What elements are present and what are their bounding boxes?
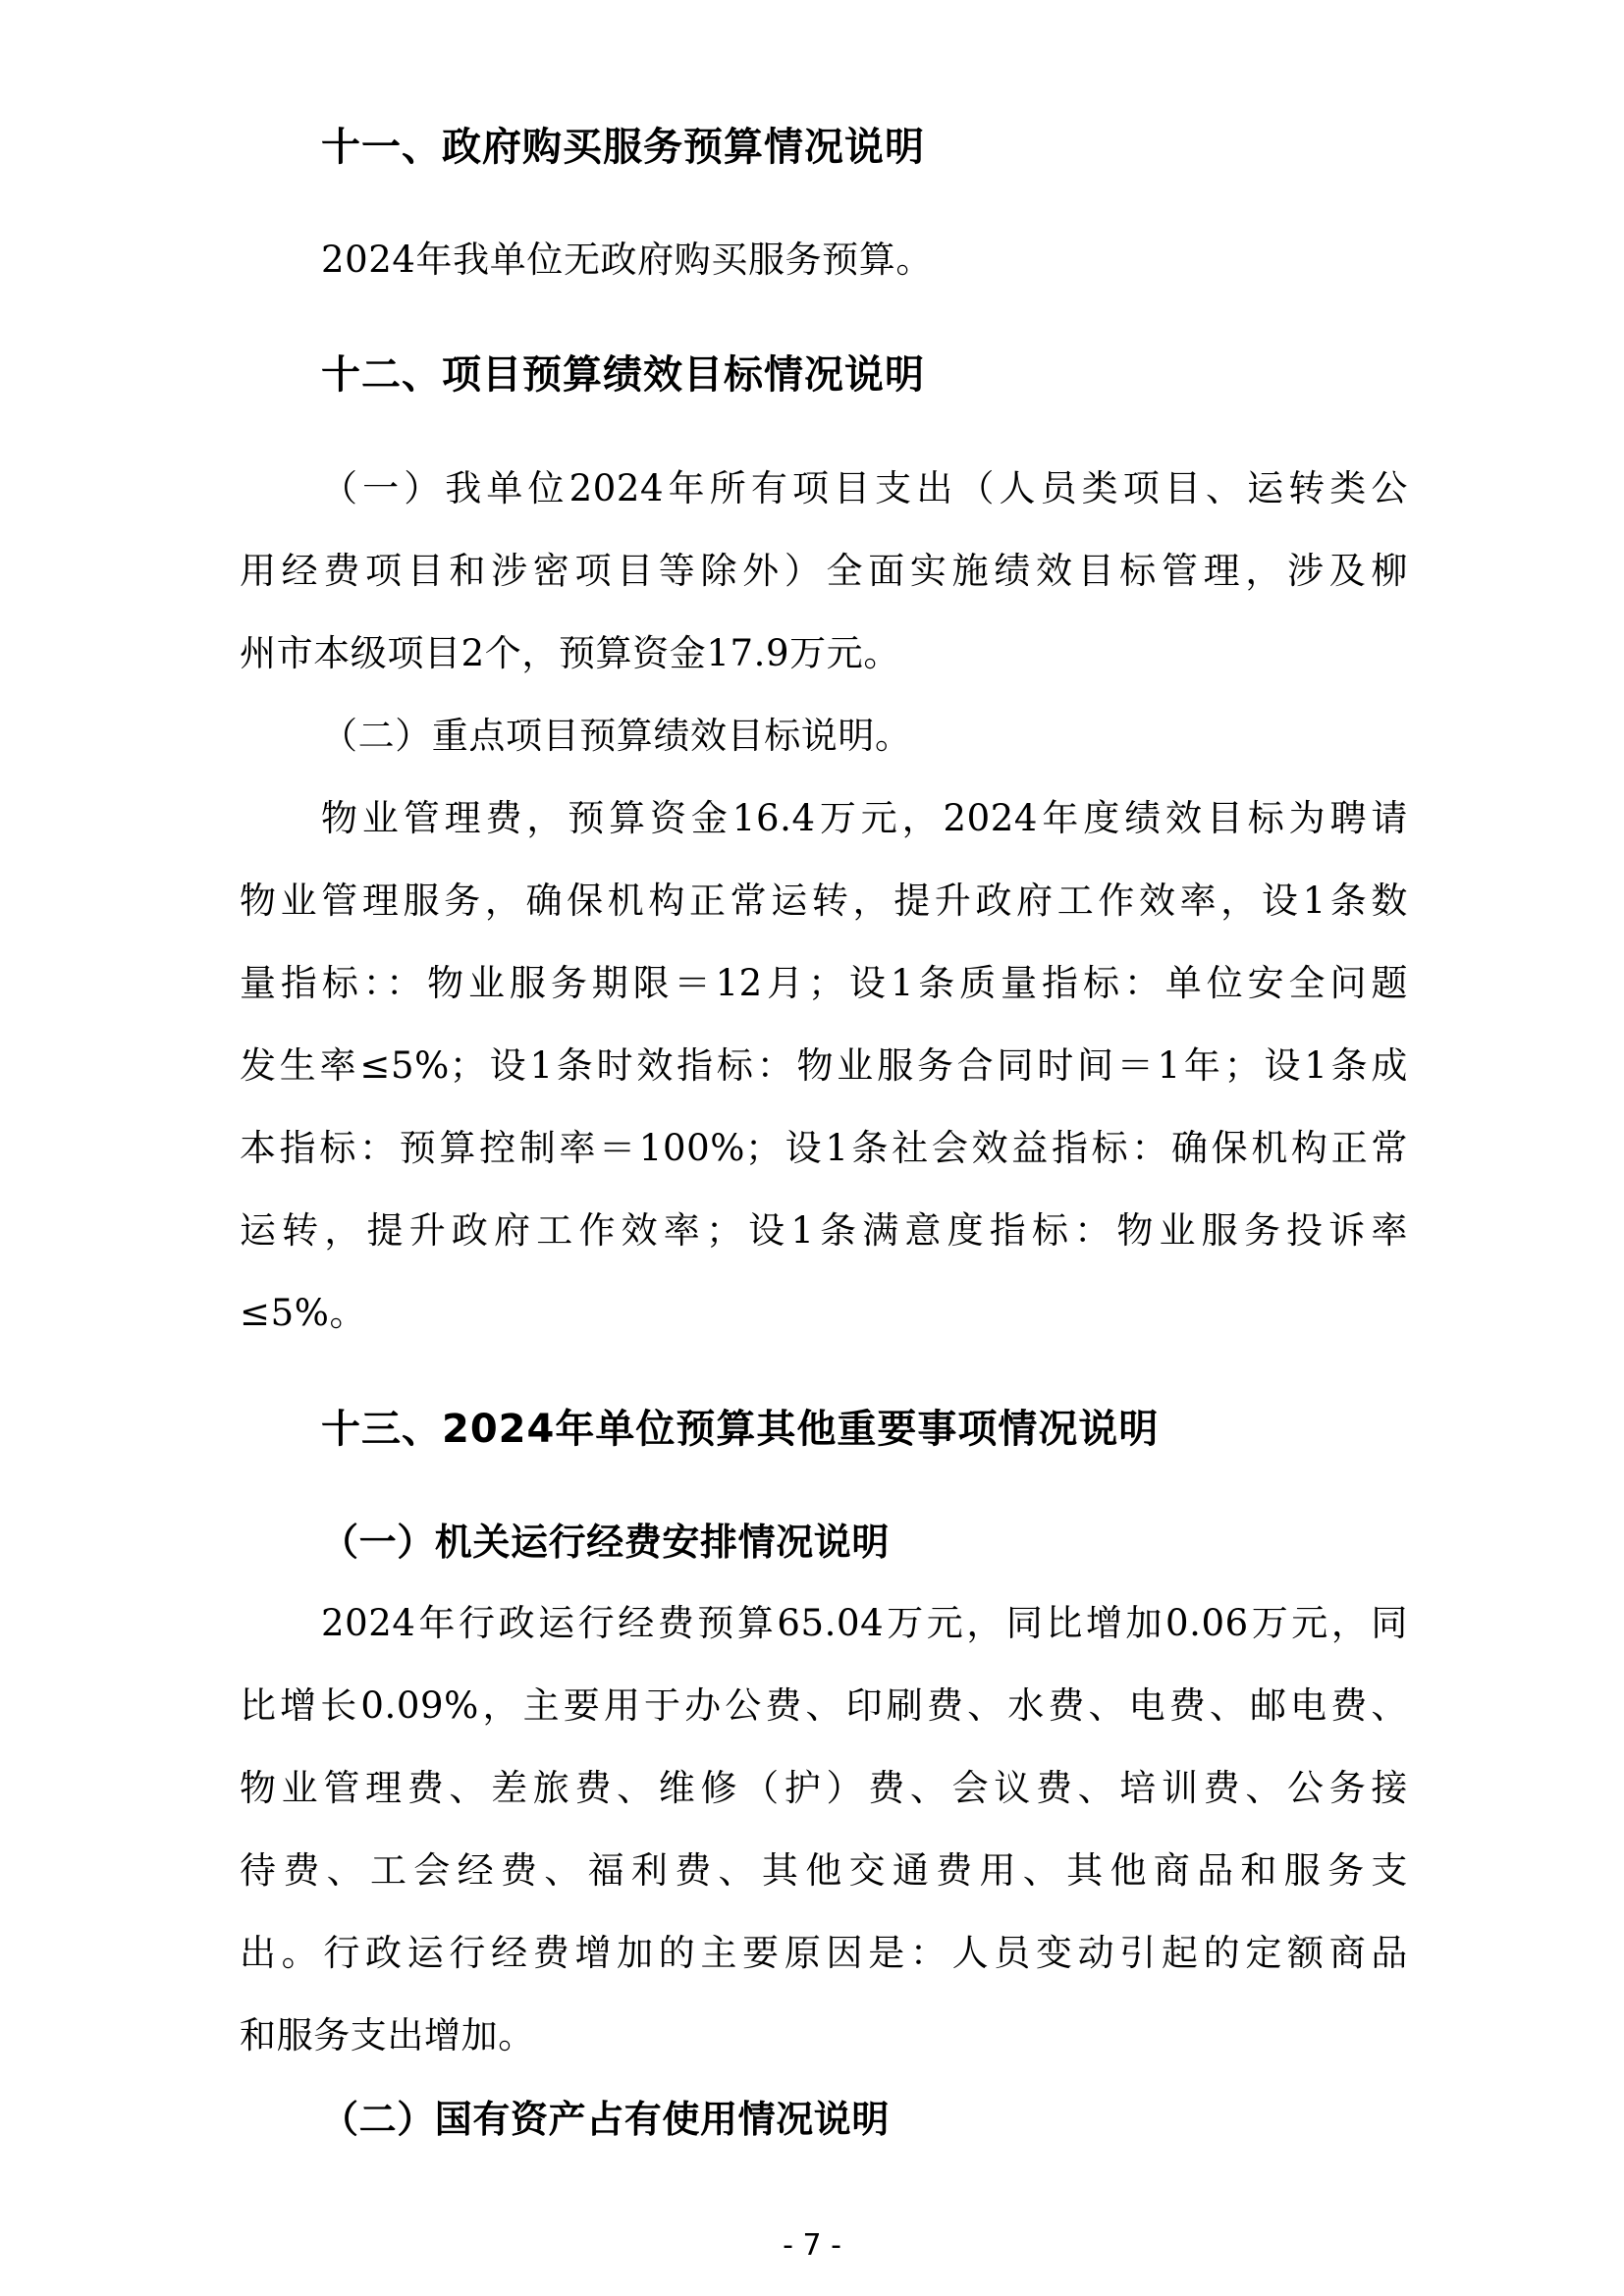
section-12-para3-line: 本指标：预算控制率＝100%；设1条社会效益指标：确保机构正常 <box>240 1127 1408 1169</box>
section-12-para3-line: 物业管理费，预算资金16.4万元，2024年度绩效目标为聘请 <box>321 797 1408 839</box>
section-12-para3-line: ≤5%。 <box>240 1292 367 1334</box>
section-12-para1-line: 州市本级项目2个，预算资金17.9万元。 <box>240 632 900 674</box>
section-13-sub1-line: 2024年行政运行经费预算65.04万元，同比增加0.06万元，同 <box>321 1602 1408 1644</box>
section-13-sub1-line: 比增长0.09%，主要用于办公费、印刷费、水费、电费、邮电费、 <box>240 1684 1408 1727</box>
section-12-para1-line: 用经费项目和涉密项目等除外）全面实施绩效目标管理，涉及柳 <box>240 550 1408 592</box>
section-11-heading: 十一、政府购买服务预算情况说明 <box>321 125 925 170</box>
section-11-body-line: 2024年我单位无政府购买服务预算。 <box>321 239 933 281</box>
section-12-para3-line: 运转，提升政府工作效率；设1条满意度指标：物业服务投诉率 <box>240 1209 1408 1252</box>
section-13-sub1-line: 和服务支出增加。 <box>240 2014 535 2056</box>
section-12-para2-line: （二）重点项目预算绩效目标说明。 <box>321 715 912 757</box>
section-12-para3-line: 量指标：：物业服务期限＝12月；设1条质量指标：单位安全问题 <box>240 962 1408 1004</box>
section-13-sub1-heading: （一）机关运行经费安排情况说明 <box>321 1521 891 1564</box>
section-13-sub1-line: 物业管理费、差旅费、维修（护）费、会议费、培训费、公务接 <box>240 1767 1408 1809</box>
section-13-sub1-line: 待费、工会经费、福利费、其他交通费用、其他商品和服务支 <box>240 1849 1408 1892</box>
section-13-heading: 十三、2024年单位预算其他重要事项情况说明 <box>321 1407 1160 1452</box>
section-12-para3-line: 物业管理服务，确保机构正常运转，提升政府工作效率，设1条数 <box>240 880 1408 922</box>
section-12-para1-line: （一）我单位2024年所有项目支出（人员类项目、运转类公 <box>321 467 1408 509</box>
page-number: - 7 - <box>783 2228 841 2263</box>
section-12-para3-line: 发生率≤5%；设1条时效指标：物业服务合同时间＝1年；设1条成 <box>240 1044 1408 1087</box>
section-13-sub1-line: 出。行政运行经费增加的主要原因是：人员变动引起的定额商品 <box>240 1932 1408 1974</box>
section-13-sub2-heading: （二）国有资产占有使用情况说明 <box>321 2098 891 2141</box>
section-12-heading: 十二、项目预算绩效目标情况说明 <box>321 352 925 398</box>
